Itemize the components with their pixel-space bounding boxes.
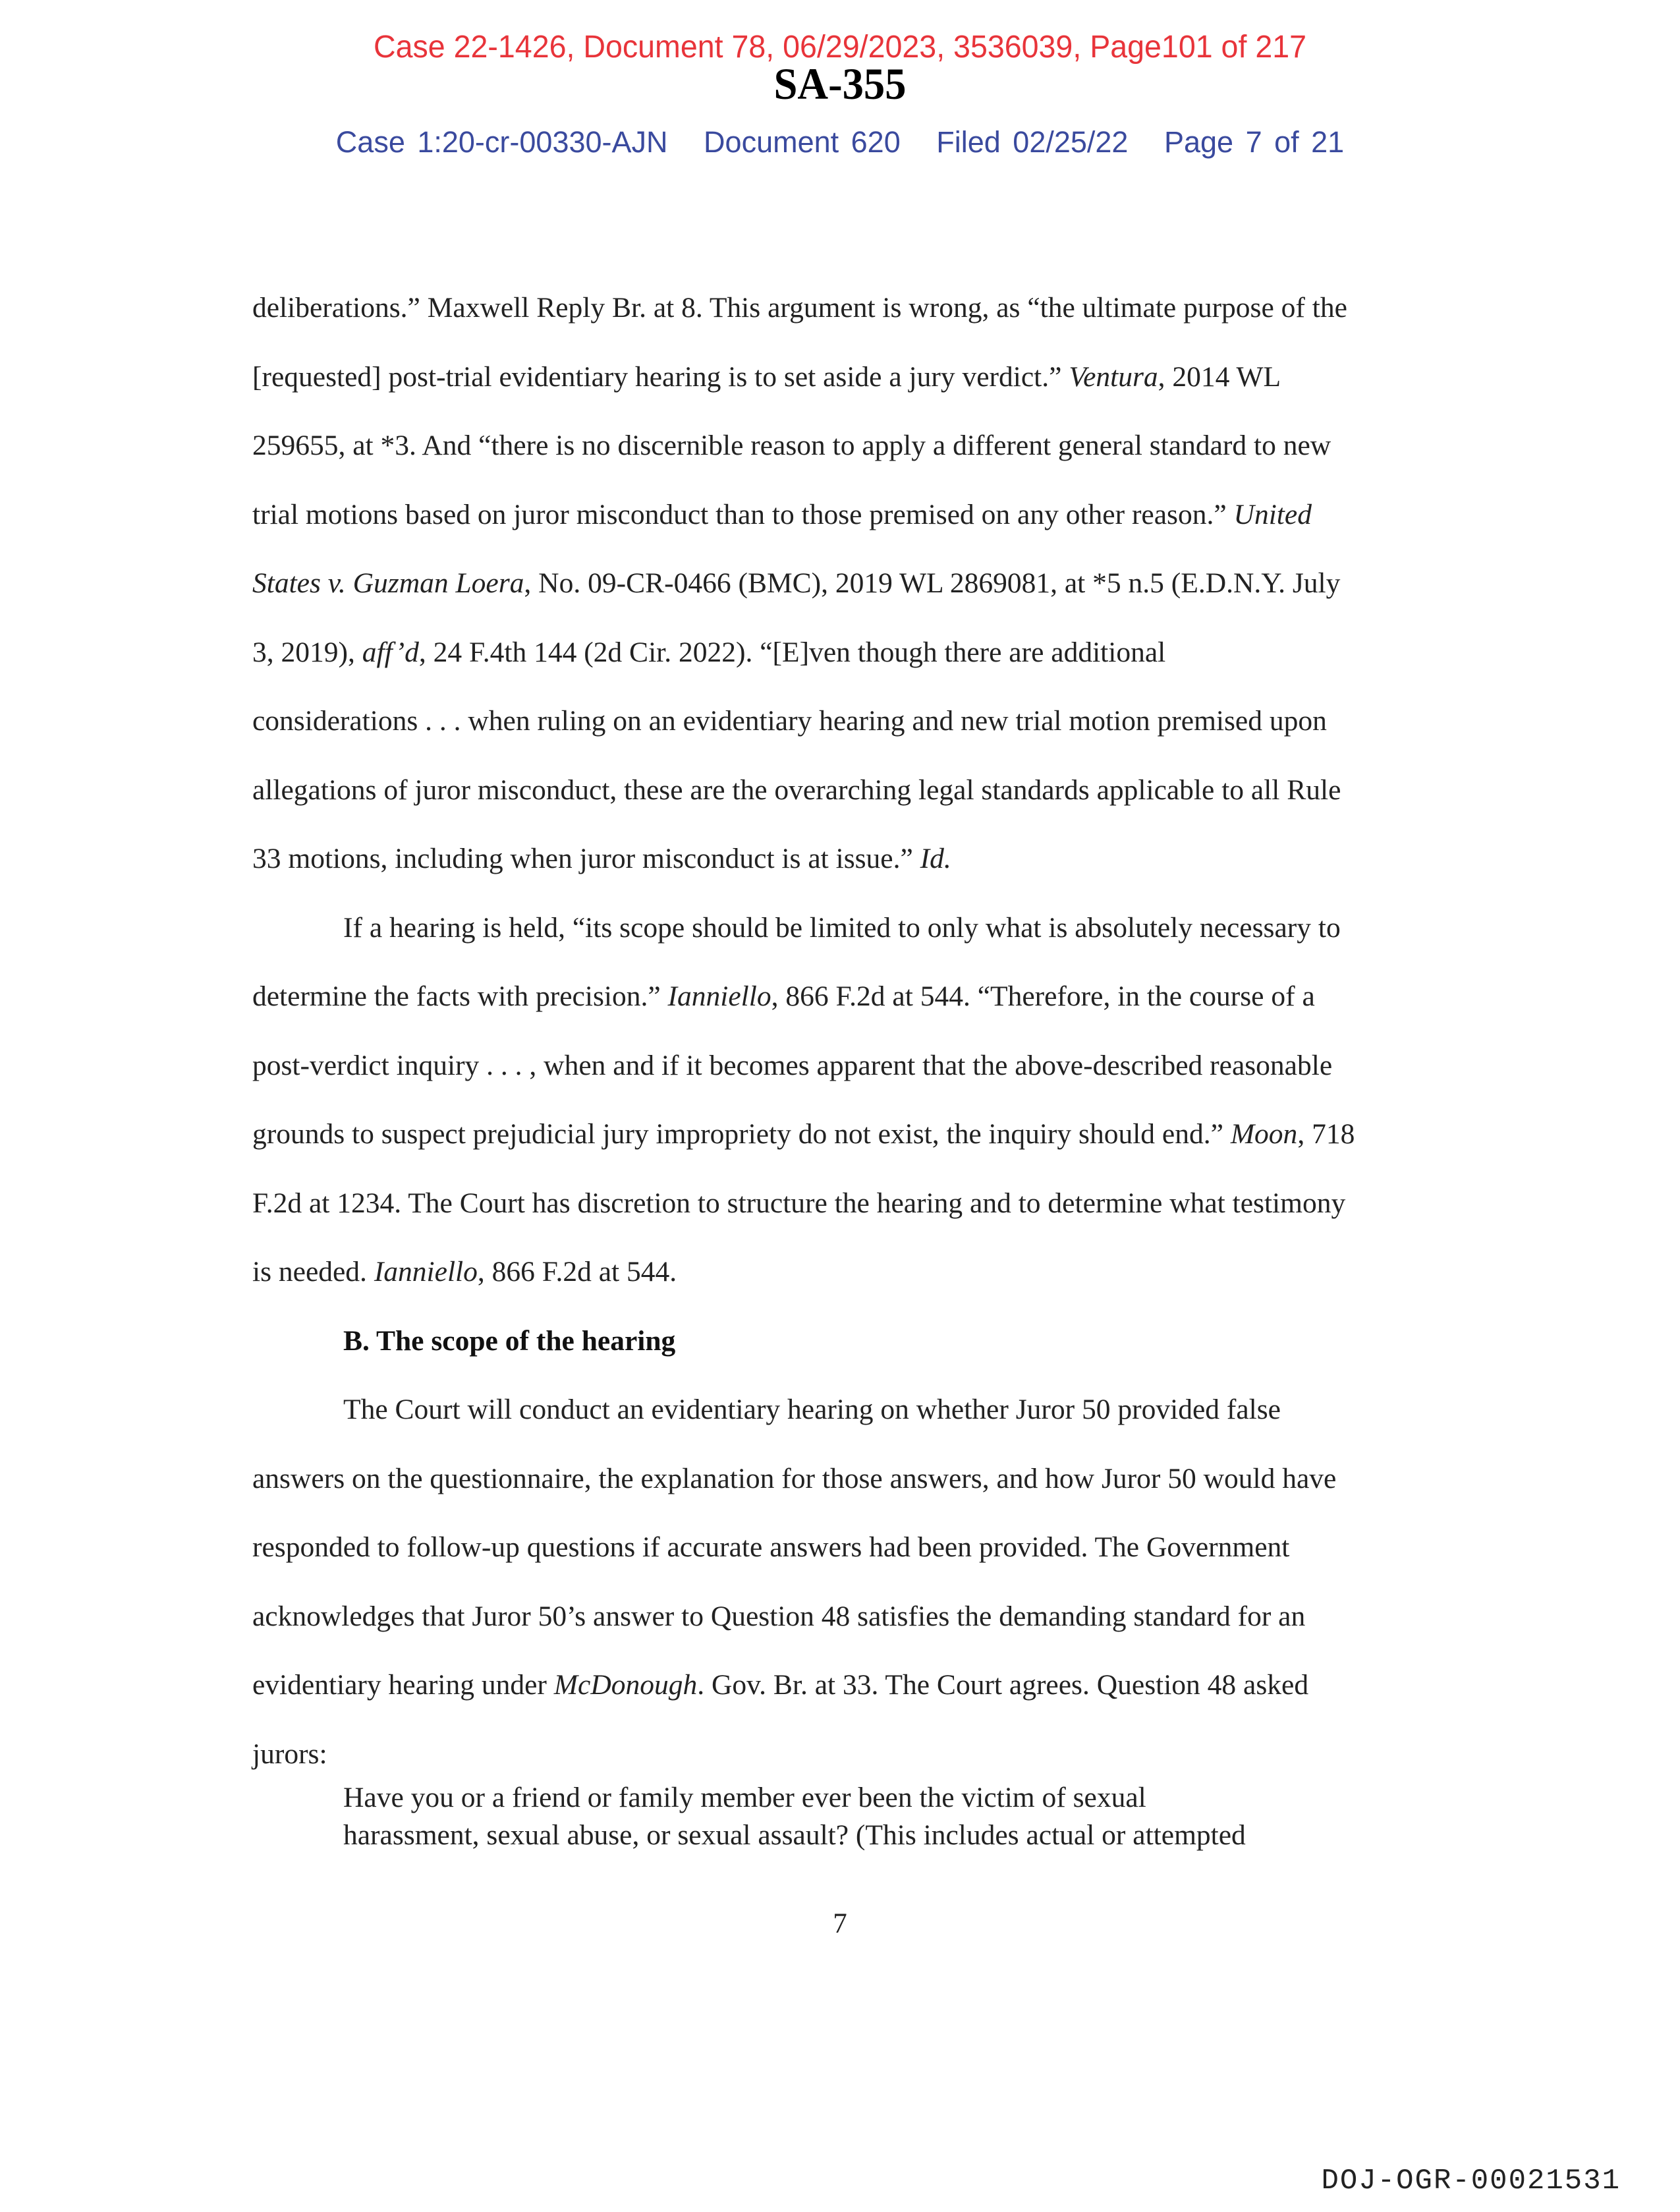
text-line bbox=[252, 549, 1418, 618]
text-line: Have you or a friend or family member ever been the victim of sexual bbox=[343, 1782, 1146, 1813]
text-run: trial motions based on juror misconduct than to those premised on any other reason.” bbox=[252, 498, 1234, 530]
text-run: , 2014 WL bbox=[1158, 360, 1281, 393]
text-run: , 866 F.2d at 544. bbox=[477, 1256, 677, 1288]
section-heading: B. The scope of the hearing bbox=[343, 1324, 676, 1357]
case-citation: Ianniello bbox=[374, 1256, 478, 1288]
text-line: responded to follow-up questions if accurate answers had been provided. The Government bbox=[252, 1531, 1290, 1563]
text-line bbox=[252, 824, 1418, 893]
text-line: considerations . . . when ruling on an evidentiary hearing and new trial motion premised upon bbox=[252, 705, 1327, 737]
case-citation: McDonough bbox=[553, 1669, 698, 1701]
text-line: F.2d at 1234. The Court has discretion to structure the hearing and to determine what testimony bbox=[252, 1187, 1346, 1219]
text-run: , 866 F.2d at 544. “Therefore, in the course of a bbox=[771, 980, 1315, 1012]
text-line: The Court will conduct an evidentiary hearing on whether Juror 50 provided false bbox=[343, 1394, 1281, 1425]
appendix-page-label: SA-355 bbox=[773, 59, 907, 109]
text-line bbox=[252, 480, 1418, 550]
paragraph-3 bbox=[252, 1375, 1418, 1788]
text-line bbox=[252, 618, 1418, 687]
text-line: post-verdict inquiry . . . , when and if it becomes apparent that the above-described reasonable bbox=[252, 1049, 1333, 1081]
paragraph-2 bbox=[252, 893, 1418, 1307]
text-run: is needed. bbox=[252, 1256, 374, 1288]
case-citation: States v. Guzman Loera bbox=[252, 567, 524, 599]
text-line: harassment, sexual abuse, or sexual assault? (This includes actual or attempted bbox=[343, 1819, 1246, 1851]
district-case-number: Case 1:20-cr-00330-AJN bbox=[335, 125, 668, 159]
district-filed-date: Filed 02/25/22 bbox=[936, 125, 1129, 159]
text-run: grounds to suspect prejudicial jury impropriety do not exist, the inquiry should end.” bbox=[252, 1118, 1231, 1150]
district-case-stamp bbox=[0, 125, 1680, 159]
district-document-number: Document 620 bbox=[704, 125, 901, 159]
text-run: evidentiary hearing under bbox=[252, 1669, 554, 1701]
text-line bbox=[252, 962, 1418, 1031]
text-run: , No. 09-CR-0466 (BMC), 2019 WL 2869081, at *5 n.5 (E.D.N.Y. July bbox=[524, 567, 1341, 599]
case-citation: Ianniello bbox=[667, 980, 771, 1012]
case-citation: Id. bbox=[920, 843, 951, 874]
document-body bbox=[252, 273, 1418, 1788]
text-line bbox=[252, 1100, 1418, 1169]
text-run: [requested] post-trial evidentiary hearing is to set aside a jury verdict.” bbox=[252, 360, 1069, 393]
block-quote bbox=[343, 1779, 1331, 1854]
paragraph-1 bbox=[252, 273, 1418, 893]
text-line: answers on the questionnaire, the explanation for those answers, and how Juror 50 would have bbox=[252, 1462, 1337, 1494]
case-citation: Ventura bbox=[1069, 360, 1158, 393]
text-line: allegations of juror misconduct, these are the overarching legal standards applicable to all Rule bbox=[252, 774, 1341, 806]
text-line: 259655, at *3. And “there is no discernible reason to apply a different general standard to new bbox=[252, 430, 1331, 461]
text-line bbox=[252, 1237, 1418, 1307]
text-run: 3, 2019), bbox=[252, 636, 362, 668]
district-page-count: Page 7 of 21 bbox=[1163, 125, 1345, 159]
text-line: If a hearing is held, “its scope should be limited to only what is absolutely necessary to bbox=[343, 911, 1341, 944]
page-number: 7 bbox=[833, 1908, 847, 1939]
case-citation: aff’d bbox=[362, 636, 419, 668]
text-line: acknowledges that Juror 50’s answer to Question 48 satisfies the demanding standard for an bbox=[252, 1600, 1306, 1632]
case-citation: Moon bbox=[1230, 1118, 1298, 1150]
text-run: , 24 F.4th 144 (2d Cir. 2022). “[E]ven though there are additional bbox=[418, 636, 1166, 668]
text-line: deliberations.” Maxwell Reply Br. at 8. This argument is wrong, as “the ultimate purpose of the bbox=[252, 292, 1347, 324]
text-run: 33 motions, including when juror misconduct is at issue.” bbox=[252, 843, 920, 874]
appellate-case-stamp: Case 22-1426, Document 78, 06/29/2023, 3536039, Page101 of 217 bbox=[373, 30, 1307, 65]
case-citation: United bbox=[1233, 498, 1312, 530]
text-run: determine the facts with precision.” bbox=[252, 980, 668, 1012]
text-line bbox=[252, 1651, 1418, 1720]
text-line bbox=[252, 343, 1418, 412]
text-run: , 718 bbox=[1297, 1118, 1355, 1150]
bates-number: DOJ-OGR-00021531 bbox=[1321, 2165, 1621, 2198]
text-line: jurors: bbox=[252, 1738, 327, 1770]
text-run: . Gov. Br. at 33. The Court agrees. Question 48 asked bbox=[697, 1669, 1309, 1701]
